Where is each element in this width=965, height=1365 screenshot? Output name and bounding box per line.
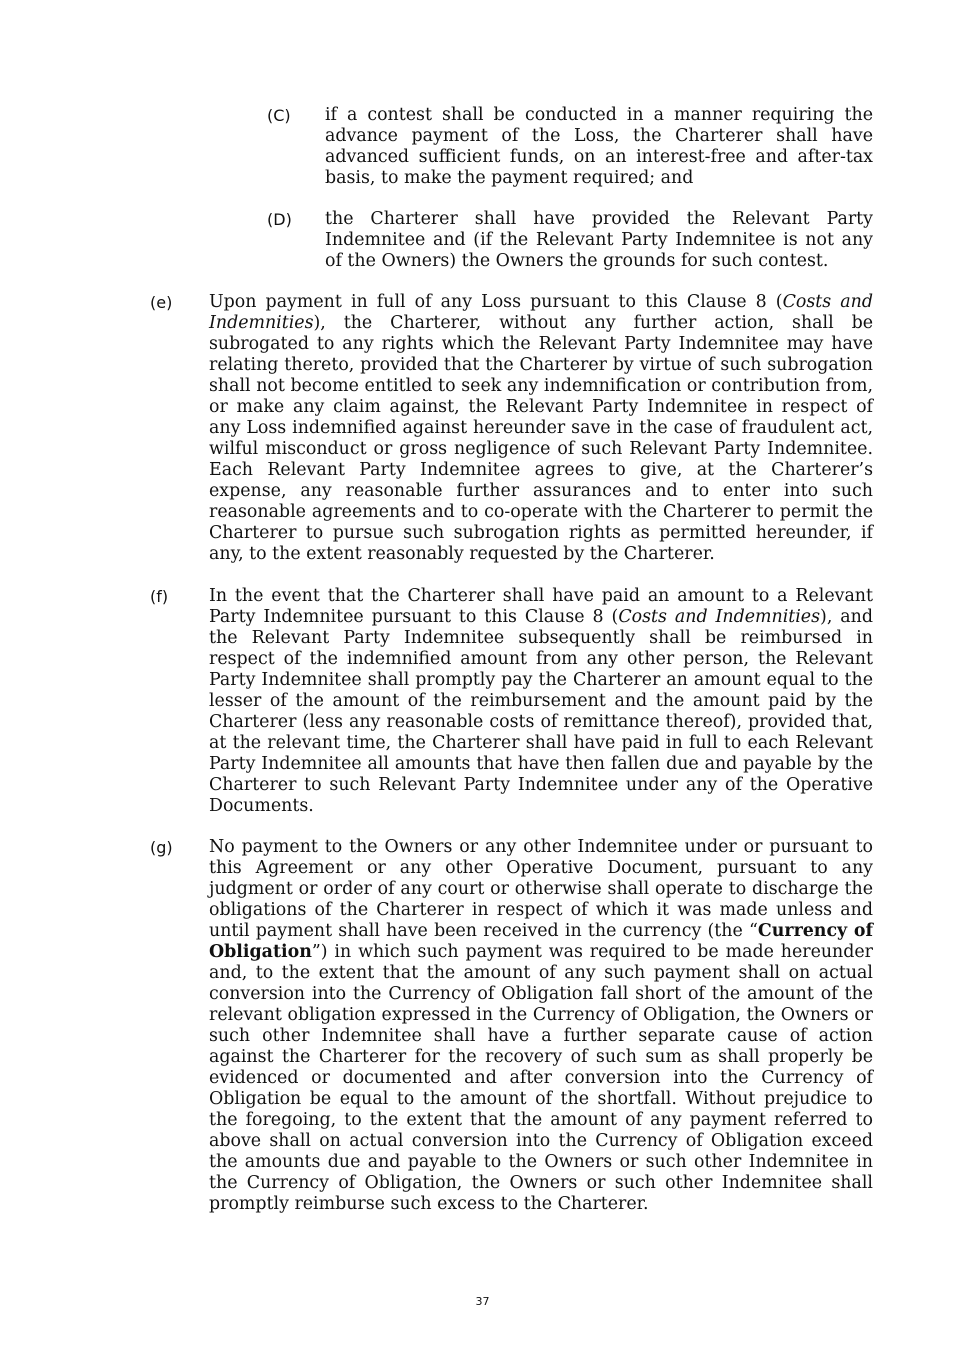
clause-text-D: the Charterer shall have provided the Relevant Party Indemnitee and (if the Relevant Party Indemnitee is not any of the Owners) the Owners the grounds for such contest.: [325, 209, 873, 271]
clause-g-text-part-1: No payment to the Owners or any other Indemnitee under or pursuant to this Agreement or any other Operative Document, pursuant to any judgment or order of any court or otherwise shall operate to discharge the obligations of the Charterer in respect of which it was made unless and until payment shall have been received in the currency (the “: [209, 837, 873, 941]
clause-f-italic-costs: Costs and Indemnities: [618, 607, 821, 627]
clause-g-text-part-2: ”) in which such payment was required to be made hereunder and, to the extent that the amount of any such payment shall on actual conversion into the Currency of Obligation fall short of the amount of the relevant obligation expressed in the Currency of Obligation, the Owners or such other Indemnitee shall have a further separate cause of action against the Charterer for the recovery of such sum as shall properly be evidenced or documented and after conversion into the Currency of Obligation be equal to the amount of the shortfall. Without prejudice to the foregoing, to the extent that the amount of any payment referred to above shall on actual conversion into the Currency of Obligation exceed the amounts due and payable to the Owners or such other Indemnitee in the Currency of Obligation, the Owners or such other Indemnitee shall promptly reimburse such excess to the Charterer.: [209, 942, 873, 1214]
clause-label-f: (f): [150, 587, 169, 606]
clause-label-e: (e): [150, 293, 173, 312]
clause-e-italic-costs: Costs and Indemnities: [209, 292, 874, 333]
clause-text-g: [209, 837, 873, 1215]
page-number: 37: [475, 1295, 490, 1308]
clause-text-e: [209, 292, 873, 565]
clause-label-C: (C): [267, 106, 291, 125]
clause-label-g: (g): [150, 838, 173, 857]
clause-f-text-part-1: In the event that the Charterer shall have paid an amount to a Relevant Party Indemnitee pursuant to this Clause 8 (: [209, 586, 873, 627]
clause-e-text-part-1: Upon payment in full of any Loss pursuant to this Clause 8 (: [209, 292, 783, 312]
clause-text-f: [209, 586, 873, 817]
clause-e-text-part-2: ), the Charterer, without any further action, shall be subrogated to any rights which the Relevant Party Indemnitee may have relating thereto, provided that the Charterer by virtue of such subrogation shall not become entitled to seek any indemnification or contribution from, or make any claim against, the Relevant Party Indemnitee in respect of any Loss indemnified against hereunder save in the case of fraudulent act, wilful misconduct or gross negligence of such Relevant Party Indemnitee. Each Relevant Party Indemnitee agrees to give, at the Charterer’s expense, any reasonable further assurances and to enter into such reasonable agreements and to co-operate with the Charterer to permit the Charterer to pursue such subrogation rights as permitted hereunder, if any, to the extent reasonably requested by the Charterer.: [209, 313, 873, 564]
clause-label-D: (D): [267, 210, 292, 229]
clause-g-bold-currency: Currency of Obligation: [209, 921, 873, 962]
clause-text-C: if a contest shall be conducted in a manner requiring the advance payment of the Loss, the Charterer shall have advanced sufficient funds, on an interest-free and after-tax basis, to make the payment required; and: [325, 105, 873, 188]
clause-f-text-part-2: ), and the Relevant Party Indemnitee subsequently shall be reimbursed in respect of the indemnified amount from any other person, the Relevant Party Indemnitee shall promptly pay the Charterer an amount equal to the lesser of the amount of the reimbursement and the amount paid by the Charterer (less any reasonable costs of remittance thereof), provided that, at the relevant time, the Charterer shall have paid in full to each Relevant Party Indemnitee all amounts that have then fallen due and payable by the Charterer to such Relevant Party Indemnitee under any of the Operative Documents.: [209, 607, 873, 816]
